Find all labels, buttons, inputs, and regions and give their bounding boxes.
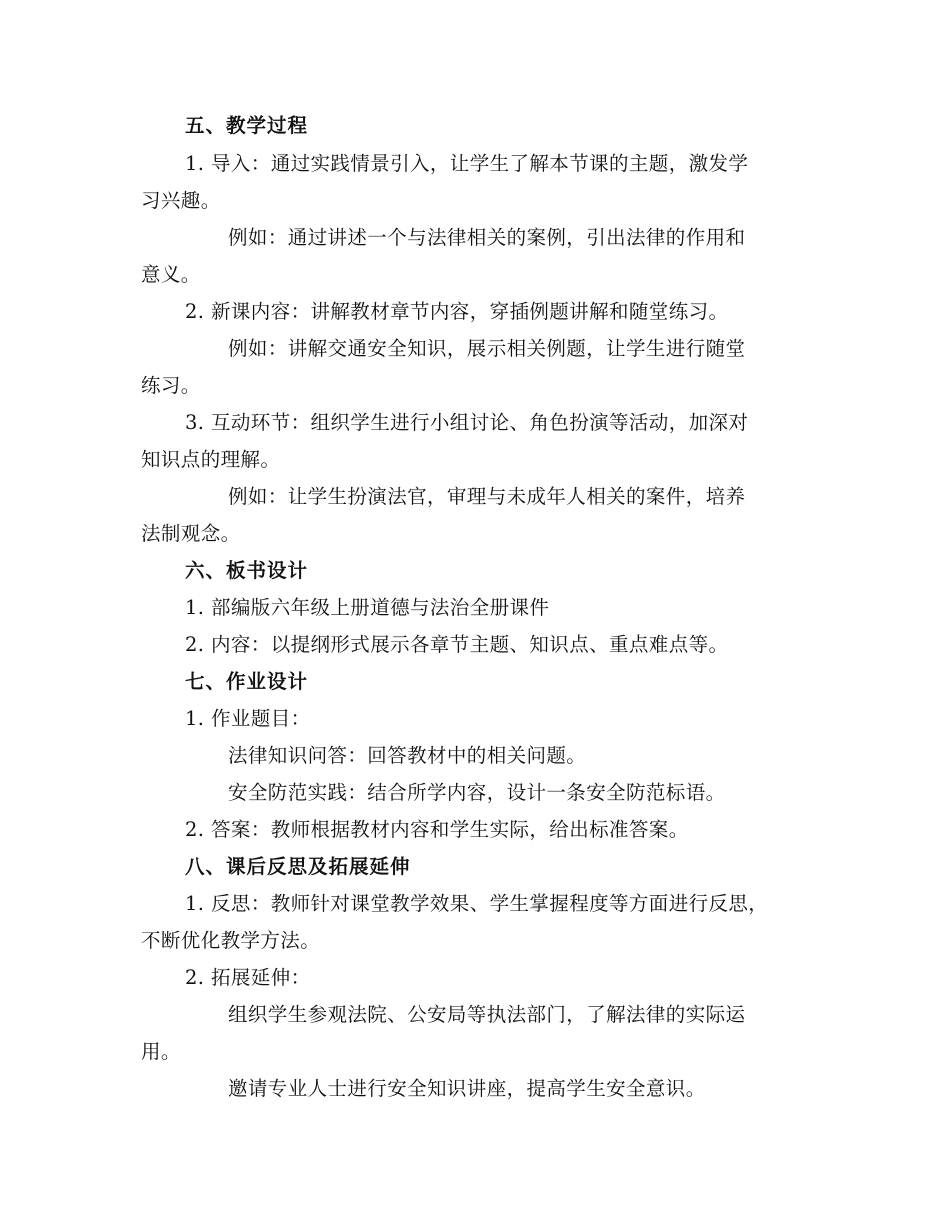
example-line: 例如：讲解交通安全知识，展示相关例题，让学生进行随堂 [228, 337, 746, 360]
paragraph-line: 1. 部编版六年级上册道德与法治全册课件 [185, 596, 550, 619]
sub-item-line: 邀请专业人士进行安全知识讲座，提高学生安全意识。 [228, 1077, 706, 1100]
paragraph-line: 2. 新课内容：讲解教材章节内容，穿插例题讲解和随堂练习。 [185, 300, 729, 323]
paragraph-line: 不断优化教学方法。 [141, 929, 321, 952]
sub-item-line: 安全防范实践：结合所学内容，设计一条安全防范标语。 [228, 781, 726, 804]
sub-item-line: 组织学生参观法院、公安局等执法部门，了解法律的实际运 [228, 1003, 746, 1026]
paragraph-line: 1. 导入：通过实践情景引入，让学生了解本节课的主题，激发学 [185, 152, 749, 175]
paragraph-line: 1. 反思：教师针对课堂教学效果、学生掌握程度等方面进行反思， [185, 892, 769, 915]
example-line: 意义。 [141, 263, 201, 286]
example-line: 练习。 [141, 374, 201, 397]
paragraph-line: 1. 作业题目： [185, 707, 311, 730]
section-heading-teaching-process: 五、教学过程 [185, 114, 309, 137]
section-heading-board-design: 六、板书设计 [185, 559, 309, 582]
example-line: 例如：让学生扮演法官，审理与未成年人相关的案件，培养 [228, 485, 746, 508]
paragraph-line: 2. 答案：教师根据教材内容和学生实际，给出标准答案。 [185, 818, 689, 841]
section-heading-reflection-extension: 八、课后反思及拓展延伸 [185, 855, 411, 878]
sub-item-line: 用。 [141, 1040, 181, 1063]
example-line: 法制观念。 [141, 522, 241, 545]
paragraph-line: 2. 内容：以提纲形式展示各章节主题、知识点、重点难点等。 [185, 633, 729, 656]
paragraph-line: 3. 互动环节：组织学生进行小组讨论、角色扮演等活动，加深对 [185, 411, 749, 434]
section-heading-homework-design: 七、作业设计 [185, 670, 309, 693]
paragraph-line: 知识点的理解。 [141, 448, 281, 471]
paragraph-line: 习兴趣。 [141, 189, 221, 212]
paragraph-line: 2. 拓展延伸： [185, 966, 311, 989]
sub-item-line: 法律知识问答：回答教材中的相关问题。 [228, 744, 587, 767]
example-line: 例如：通过讲述一个与法律相关的案例，引出法律的作用和 [228, 226, 746, 249]
